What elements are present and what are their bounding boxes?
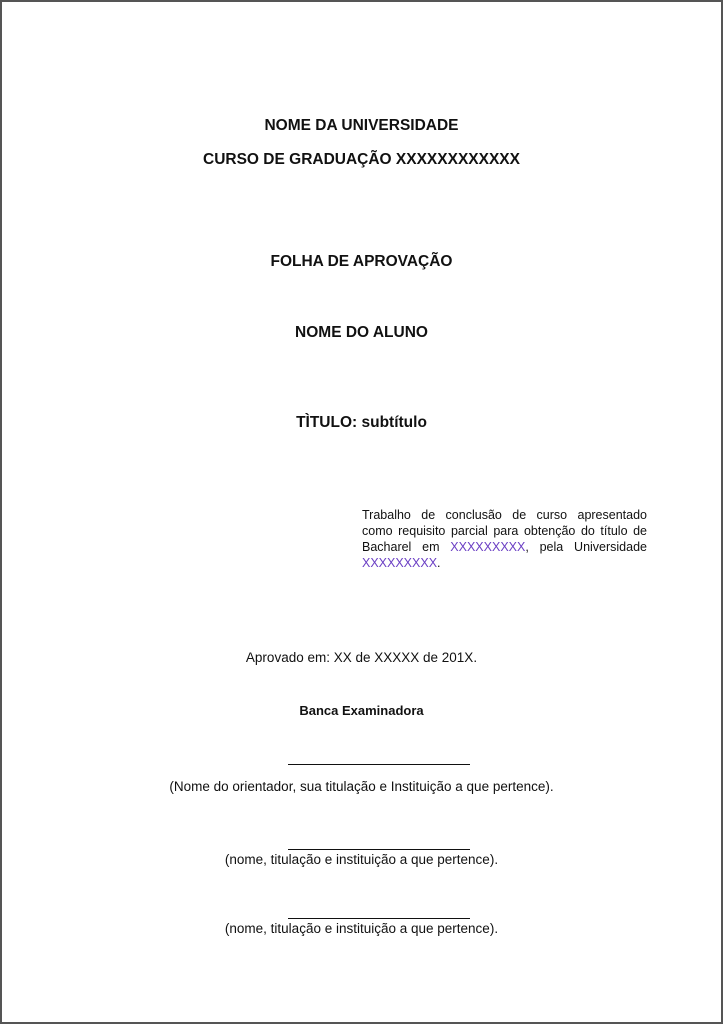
abstract-line-3 bbox=[362, 539, 647, 555]
signature-line-member-1 bbox=[288, 849, 470, 850]
work-title: TÌTULO: subtítulo bbox=[296, 414, 427, 431]
approval-date: Aprovado em: XX de XXXXX de 201X. bbox=[245, 650, 478, 665]
abstract-line-2: como requisito parcial para obtenção do título de bbox=[362, 524, 647, 538]
university-name: NOME DA UNIVERSIDADE bbox=[264, 117, 459, 134]
abstract-line-3-suffix: , pela Universidade bbox=[525, 540, 647, 554]
student-name: NOME DO ALUNO bbox=[295, 324, 428, 341]
sheet-title: FOLHA DE APROVAÇÃO bbox=[270, 253, 453, 270]
university-placeholder: XXXXXXXXX bbox=[362, 556, 438, 570]
abstract-line-4 bbox=[362, 555, 647, 571]
signature-line-advisor bbox=[288, 764, 470, 765]
signature-caption-member-2: (nome, titulação e instituição a que pertence). bbox=[224, 921, 499, 936]
degree-placeholder: XXXXXXXXX bbox=[450, 540, 526, 554]
abstract-line-4-suffix: . bbox=[437, 556, 441, 570]
course-name: CURSO DE GRADUAÇÃO XXXXXXXXXXXX bbox=[203, 151, 520, 168]
board-title: Banca Examinadora bbox=[299, 703, 424, 718]
abstract-line-3-prefix: Bacharel em bbox=[362, 540, 451, 554]
signature-caption-member-1: (nome, titulação e instituição a que pertence). bbox=[224, 852, 499, 867]
abstract-line-1: Trabalho de conclusão de curso apresentado bbox=[362, 508, 647, 522]
signature-caption-advisor: (Nome do orientador, sua titulação e Instituição a que pertence). bbox=[169, 779, 554, 794]
abstract-text bbox=[362, 507, 647, 571]
signature-line-member-2 bbox=[288, 918, 470, 919]
